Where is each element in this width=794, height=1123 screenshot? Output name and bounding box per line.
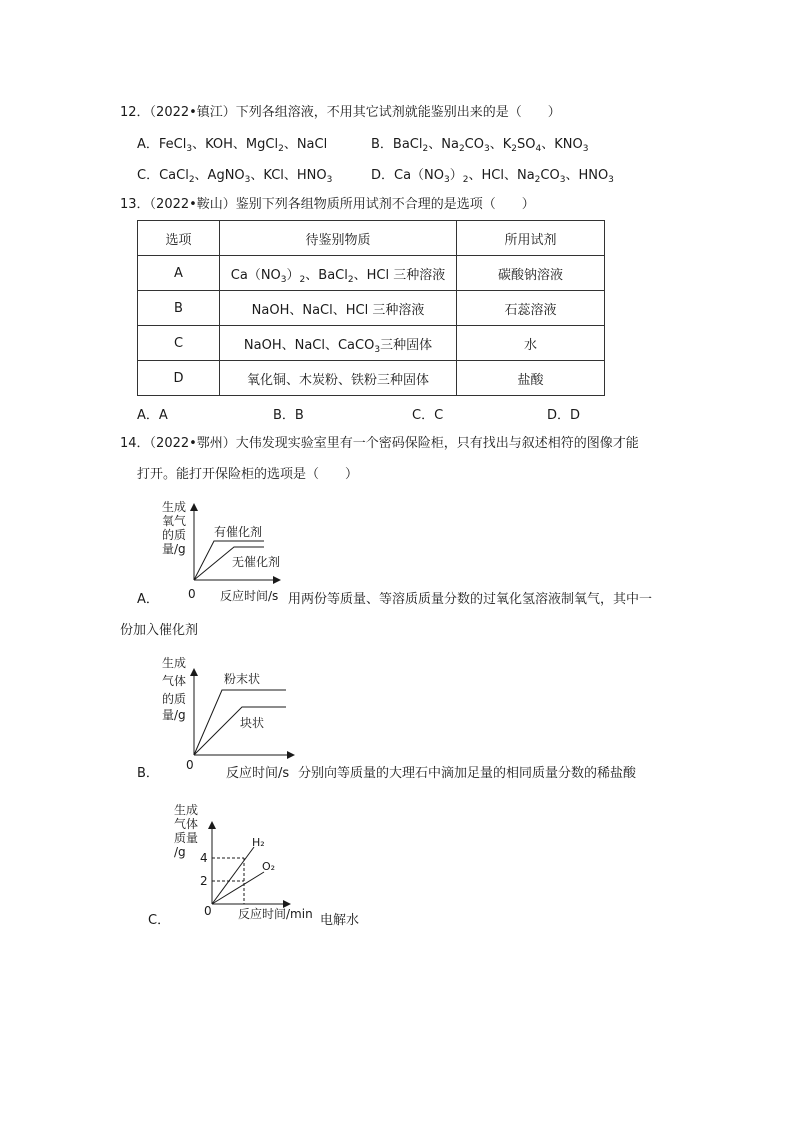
table-cell-option: C bbox=[138, 326, 220, 361]
origin-label: 0 bbox=[188, 587, 196, 601]
curve-label: 粉末状 bbox=[224, 672, 261, 686]
svg-text:生成: 生成 bbox=[162, 500, 187, 514]
svg-text:的质: 的质 bbox=[162, 692, 187, 706]
table-cell-reagent: 石蕊溶液 bbox=[457, 291, 605, 326]
table-row bbox=[138, 256, 605, 291]
svg-text:量/g: 量/g bbox=[162, 542, 186, 556]
y-axis-label bbox=[162, 655, 186, 722]
table-header-cell: 所用试剂 bbox=[457, 221, 605, 256]
table-header-cell: 待鉴别物质 bbox=[220, 221, 457, 256]
curve-label: H₂ bbox=[252, 836, 265, 849]
q13-table bbox=[137, 220, 605, 396]
svg-text:/g: /g bbox=[174, 845, 186, 859]
svg-text:气体: 气体 bbox=[162, 674, 187, 688]
x-axis-label: 反应时间/s bbox=[220, 589, 279, 603]
svg-text:量/g: 量/g bbox=[162, 708, 186, 722]
q13-stem: 13．（2022•鞍山）鉴别下列各组物质所用试剂不合理的是选项（ ） bbox=[120, 197, 535, 212]
q13-answer-c: C．C bbox=[412, 408, 444, 423]
table-row bbox=[138, 361, 605, 396]
curve-label: 无催化剂 bbox=[232, 555, 281, 569]
table-row bbox=[138, 326, 605, 361]
table-cell-substances: $Ca(NO_3)_2$、BaCl$_2$、HCl 三种溶液 bbox=[220, 256, 457, 291]
table-cell-substances: 氧化铜、木炭粉、铁粉三种固体 bbox=[220, 361, 457, 396]
table-header-row bbox=[138, 221, 605, 256]
svg-text:氧气: 氧气 bbox=[162, 514, 187, 528]
x-axis-label: 反应时间/min bbox=[238, 907, 313, 921]
table-row bbox=[138, 291, 605, 326]
tick-label: 4 bbox=[200, 851, 208, 865]
q12-stem: 12．（2022•镇江）下列各组溶液，不用其它试剂就能鉴别出来的是（ ） bbox=[120, 105, 561, 120]
q14-option-c-label: C． bbox=[148, 913, 171, 928]
q14-option-a-label: A． bbox=[137, 592, 159, 607]
table-cell-substances: NaOH、NaCl、HCl 三种溶液 bbox=[220, 291, 457, 326]
table-cell-reagent: 盐酸 bbox=[457, 361, 605, 396]
tick-label: 2 bbox=[200, 874, 208, 888]
svg-text:质量: 质量 bbox=[174, 831, 199, 845]
q12-option-a: A．FeCl$_3$、KOH、MgCl$_2$、NaCl bbox=[137, 137, 328, 154]
q14-option-c-desc: 电解水 bbox=[320, 913, 360, 928]
q14-option-a-desc-cont: 份加入催化剂 bbox=[120, 623, 199, 638]
origin-label: 0 bbox=[204, 904, 212, 918]
curve-label: 块状 bbox=[240, 716, 265, 730]
table-cell-reagent: 水 bbox=[457, 326, 605, 361]
curve-h2 bbox=[212, 847, 254, 904]
table-cell-option: B bbox=[138, 291, 220, 326]
q12-option-c: C．CaCl$_2$、AgNO$_3$、KCl、$HNO_3$ bbox=[137, 168, 333, 185]
q14-stem-line2: 打开。能打开保险柜的选项是（ ） bbox=[137, 467, 359, 482]
table-cell-reagent: 碳酸钠溶液 bbox=[457, 256, 605, 291]
q14-stem-line1: 14．（2022•鄂州）大伟发现实验室里有一个密码保险柜，只有找出与叙述相符的图像才能 bbox=[120, 436, 639, 451]
curve-label: 有催化剂 bbox=[214, 525, 263, 539]
svg-text:的质: 的质 bbox=[162, 528, 187, 542]
q14-option-a-desc: 用两份等质量、等溶质质量分数的过氧化氢溶液制氧气，其中一 bbox=[288, 592, 653, 607]
svg-text:生成: 生成 bbox=[162, 656, 187, 670]
q14-option-b-desc: 分别向等质量的大理石中滴加足量的相同质量分数的稀盐酸 bbox=[298, 766, 637, 781]
table-cell-option: A bbox=[138, 256, 220, 291]
q13-answer-d: D．D bbox=[547, 408, 581, 423]
svg-text:生成: 生成 bbox=[174, 803, 199, 817]
y-axis-label bbox=[174, 802, 198, 859]
q14-option-b-label: B． bbox=[137, 766, 159, 781]
q12-option-b: B．BaCl$_2$、$Na_2CO_3$、$K_2SO_4$、$KNO_3$ bbox=[371, 137, 589, 154]
curve-o2 bbox=[212, 872, 264, 904]
table-cell-option: D bbox=[138, 361, 220, 396]
q12-option-d: D．$Ca(NO_3)_2$、HCl、$Na_2CO_3$、$HNO_3$ bbox=[371, 168, 614, 185]
table-cell-substances: NaOH、NaCl、CaCO$_3$三种固体 bbox=[220, 326, 457, 361]
origin-label: 0 bbox=[186, 758, 194, 772]
y-axis-label bbox=[162, 499, 186, 556]
graph-b-x-axis-label: 反应时间/s bbox=[226, 766, 290, 781]
graph-b bbox=[158, 655, 298, 772]
q13-answer-a: A．A bbox=[137, 408, 168, 423]
q13-answer-b: B．B bbox=[273, 408, 304, 423]
graph-a bbox=[158, 500, 298, 603]
curve-label: O₂ bbox=[262, 860, 276, 873]
graph-c bbox=[170, 802, 320, 922]
table-header-cell: 选项 bbox=[138, 221, 220, 256]
curve-lump bbox=[194, 707, 286, 755]
svg-text:气体: 气体 bbox=[174, 817, 199, 831]
